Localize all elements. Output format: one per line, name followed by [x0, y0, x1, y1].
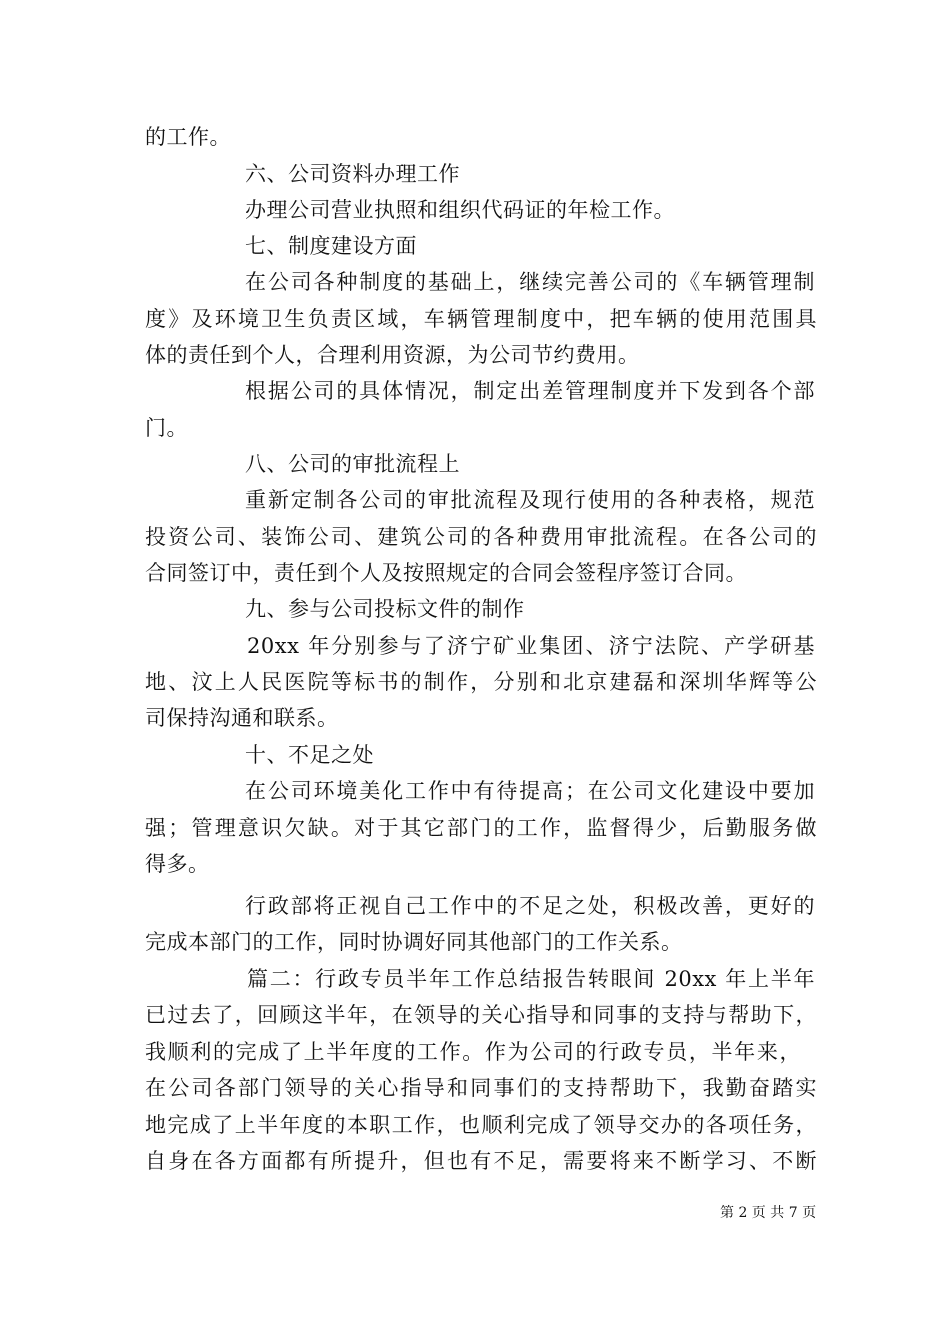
text-line: 自身在各方面都有所提升，但也有不足，需要将来不断学习、不断 [145, 1149, 817, 1173]
text-line: 重新定制各公司的审批流程及现行使用的各种表格，规范 [245, 488, 815, 512]
text-line: 地、汶上人民医院等标书的制作，分别和北京建磊和深圳华辉等公 [145, 670, 817, 694]
text-line: 篇二：行政专员半年工作总结报告转眼间 20xx 年上半年 [247, 967, 815, 991]
section-heading: 十、不足之处 [245, 743, 374, 767]
text-line: 门。 [145, 416, 188, 440]
text-line: 在公司环境美化工作中有待提高；在公司文化建设中要加 [245, 779, 815, 803]
text-line: 在公司各部门领导的关心指导和同事们的支持帮助下，我勤奋踏实 [145, 1076, 817, 1100]
text-line: 投资公司、装饰公司、建筑公司的各种费用审批流程。在各公司的 [145, 525, 817, 549]
text-line: 得多。 [145, 852, 210, 876]
text-line: 我顺利的完成了上半年度的工作。作为公司的行政专员，半年来， [145, 1040, 801, 1064]
text-line: 强；管理意识欠缺。对于其它部门的工作，监督得少，后勤服务做 [145, 816, 817, 840]
section-heading: 七、制度建设方面 [245, 234, 417, 258]
text-line: 度》及环境卫生负责区域，车辆管理制度中，把车辆的使用范围具 [145, 307, 817, 331]
text-line: 的工作。 [145, 125, 231, 149]
text-line: 根据公司的具体情况，制定出差管理制度并下发到各个部 [245, 379, 815, 403]
text-line: 办理公司营业执照和组织代码证的年检工作。 [245, 198, 675, 222]
section-heading: 八、公司的审批流程上 [245, 452, 460, 476]
text-line: 在公司各种制度的基础上，继续完善公司的《车辆管理制 [245, 270, 815, 294]
section-heading: 九、参与公司投标文件的制作 [245, 597, 525, 621]
section-heading: 六、公司资料办理工作 [245, 162, 460, 186]
text-line: 完成本部门的工作，同时协调好同其他部门的工作关系。 [145, 930, 683, 954]
text-line: 合同签订中，责任到个人及按照规定的合同会签程序签订合同。 [145, 561, 747, 585]
page-number-footer: 第 2 页 共 7 页 [720, 1205, 817, 1221]
text-line: 行政部将正视自己工作中的不足之处，积极改善，更好的 [245, 894, 815, 918]
text-line: 已过去了，回顾这半年，在领导的关心指导和同事的支持与帮助下， [145, 1003, 817, 1027]
text-line: 地完成了上半年度的本职工作，也顺利完成了领导交办的各项任务， [145, 1113, 817, 1137]
text-line: 司保持沟通和联系。 [145, 706, 339, 730]
text-line: 20xx 年分别参与了济宁矿业集团、济宁法院、产学研基 [247, 634, 815, 658]
text-line: 体的责任到个人，合理利用资源，为公司节约费用。 [145, 343, 640, 367]
